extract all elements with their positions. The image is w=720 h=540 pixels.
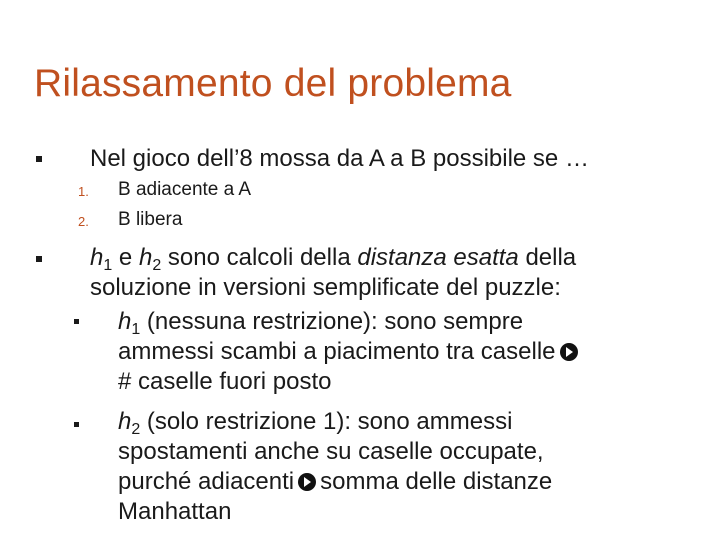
subscript: 1 <box>131 321 141 338</box>
text: e <box>112 244 139 271</box>
list-number-1: 1. <box>78 184 89 199</box>
text: (nessuna restrizione): sono sempre <box>140 308 524 335</box>
square-bullet-icon <box>36 156 42 162</box>
sub-bullet-2-line-3 <box>118 467 552 497</box>
square-bullet-icon <box>74 319 79 324</box>
list-item-1: B adiacente a A <box>118 179 252 200</box>
h-symbol: h <box>138 244 153 271</box>
subscript: 2 <box>152 257 162 274</box>
arrow-circle-icon <box>298 473 316 491</box>
sub-bullet-1-line-3: # caselle fuori posto <box>118 368 332 395</box>
bullet-text-1: Nel gioco dell’8 mossa da A a B possibile se … <box>90 145 589 172</box>
text: somma delle distanze <box>320 468 553 495</box>
h-symbol: h <box>118 308 132 335</box>
text: sono calcoli della <box>161 244 358 271</box>
arrow-circle-icon <box>560 343 578 361</box>
list-item-2: B libera <box>118 209 183 230</box>
h-symbol: h <box>90 244 104 271</box>
square-bullet-icon <box>36 256 42 262</box>
text: (solo restrizione 1): sono ammessi <box>140 408 513 435</box>
italic-text: distanza esatta <box>357 244 519 271</box>
bullet-text-2-line-2: soluzione in versioni semplificate del puzzle: <box>90 274 561 301</box>
text: ammessi scambi a piacimento tra caselle <box>118 338 556 365</box>
page-title: Rilassamento del problema <box>34 62 512 105</box>
h-symbol: h <box>118 408 132 435</box>
subscript: 1 <box>103 257 113 274</box>
sub-bullet-1-line-2 <box>118 337 582 367</box>
sub-bullet-2-line-4: Manhattan <box>118 498 232 525</box>
text: purché adiacenti <box>118 468 295 495</box>
text: della <box>518 244 577 271</box>
subscript: 2 <box>131 421 141 438</box>
sub-bullet-2-line-2: spostamenti anche su caselle occupate, <box>118 438 544 465</box>
list-number-2: 2. <box>78 214 89 229</box>
square-bullet-icon <box>74 422 79 427</box>
